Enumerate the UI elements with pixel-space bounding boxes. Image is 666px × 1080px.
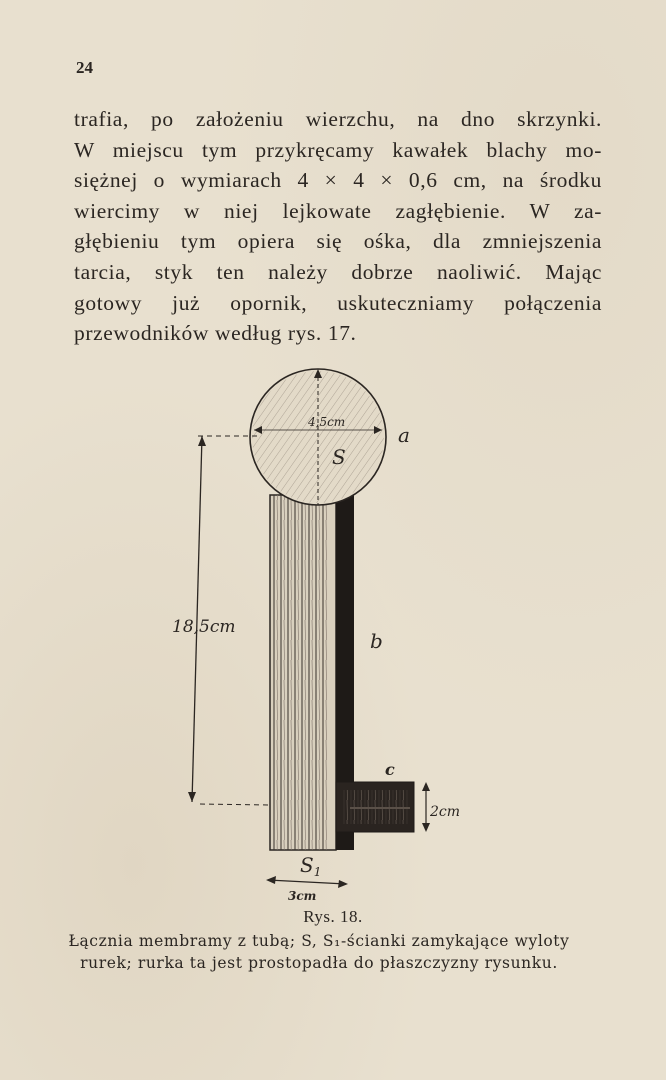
body-line: W miejscu tym przykręcamy kawałek blachy mo-	[74, 137, 602, 162]
figure-caption-title: Rys. 18.	[303, 907, 363, 926]
width-dimension-label: 3cm	[288, 889, 317, 900]
side-outlet	[336, 782, 414, 832]
bottom-wall-letter: S	[300, 853, 314, 877]
part-a-label: a	[398, 423, 410, 447]
side-dimension-label: 2cm	[430, 804, 461, 820]
center-label: S	[332, 445, 346, 469]
body-line: przewodników według rys. 17.	[74, 321, 357, 346]
circle-dimension-label: 4,5cm	[308, 415, 346, 429]
bottom-wall-label	[300, 853, 321, 879]
figure-drawing	[160, 360, 480, 900]
part-c-label: c	[385, 760, 395, 779]
figure-caption: Łącznia membramy z tubą; S, S₁-ścianki zamykające wyloty rurek; rurka ta jest prostopadła do płaszczyzny rysunku.	[68, 932, 570, 972]
width-dimension	[266, 876, 348, 888]
body-line: wiercimy w niej lejkowate zagłębienie. W za-	[74, 198, 602, 223]
side-dimension	[422, 782, 430, 832]
body-paragraph	[74, 104, 602, 349]
bottom-wall-subscript: 1	[313, 865, 322, 879]
body-line: tarcia, styk ten należy dobrze naoliwić. Mając	[74, 259, 602, 284]
body-line: głębieniu tym opiera się ośka, dla zmniejszenia	[74, 229, 602, 254]
body-line: gotowy już opornik, uskuteczniamy połączenia	[74, 290, 602, 315]
membrane-circle	[250, 369, 386, 505]
body-line: siężnej o wymiarach 4 × 4 × 0,6 cm, na środku	[74, 168, 602, 193]
body-line: trafia, po założeniu wierzchu, na dno skrzynki.	[74, 107, 602, 131]
page-number: 24	[76, 58, 93, 77]
part-b-label: b	[370, 629, 383, 653]
height-dimension-label: 18,5cm	[172, 617, 236, 637]
